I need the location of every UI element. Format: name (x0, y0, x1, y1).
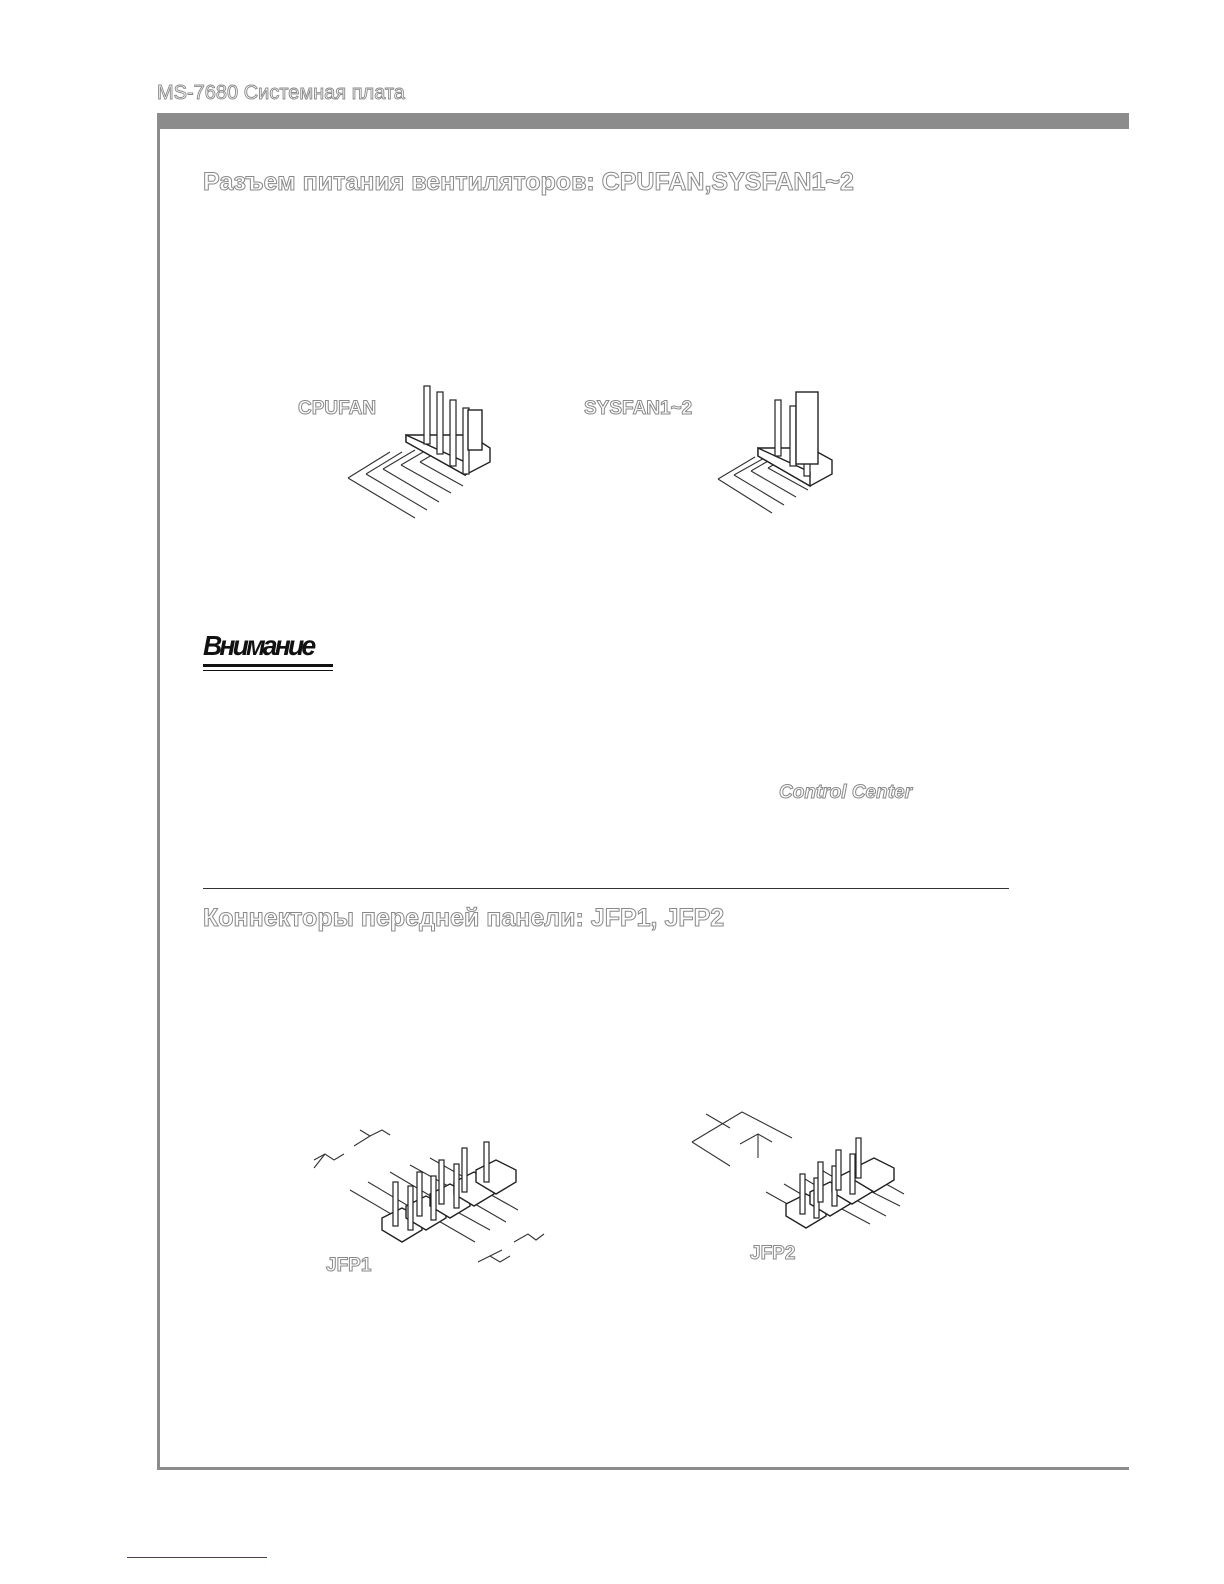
header-bar (157, 113, 1129, 129)
cpufan-label: CPUFAN (298, 398, 377, 419)
cpufan-connector-diagram (340, 380, 510, 525)
sysfan-connector-diagram (712, 386, 852, 521)
bottom-border-rule (157, 1467, 1129, 1470)
footer-link-underline[interactable] (127, 1557, 267, 1558)
section-divider (203, 888, 1009, 889)
note-underline-thin (203, 670, 333, 671)
jfp2-label: JFP2 (750, 1243, 796, 1264)
jfp2-connector-diagram (690, 1100, 920, 1250)
control-center-text: Control Center (779, 782, 912, 803)
left-border-rule (157, 113, 160, 1470)
jfp1-label: JFP1 (326, 1255, 372, 1276)
page-header-title: MS-7680 Системная плата (157, 82, 405, 104)
sysfan-label: SYSFAN1~2 (584, 398, 693, 419)
note-underline (203, 664, 333, 667)
front-panel-heading: Коннекторы передней панели: JFP1, JFP2 (203, 904, 725, 932)
fan-connectors-heading: Разъем питания вентиляторов: CPUFAN,SYSFAN1~2 (203, 168, 854, 196)
note-heading: Внимание (203, 630, 314, 661)
